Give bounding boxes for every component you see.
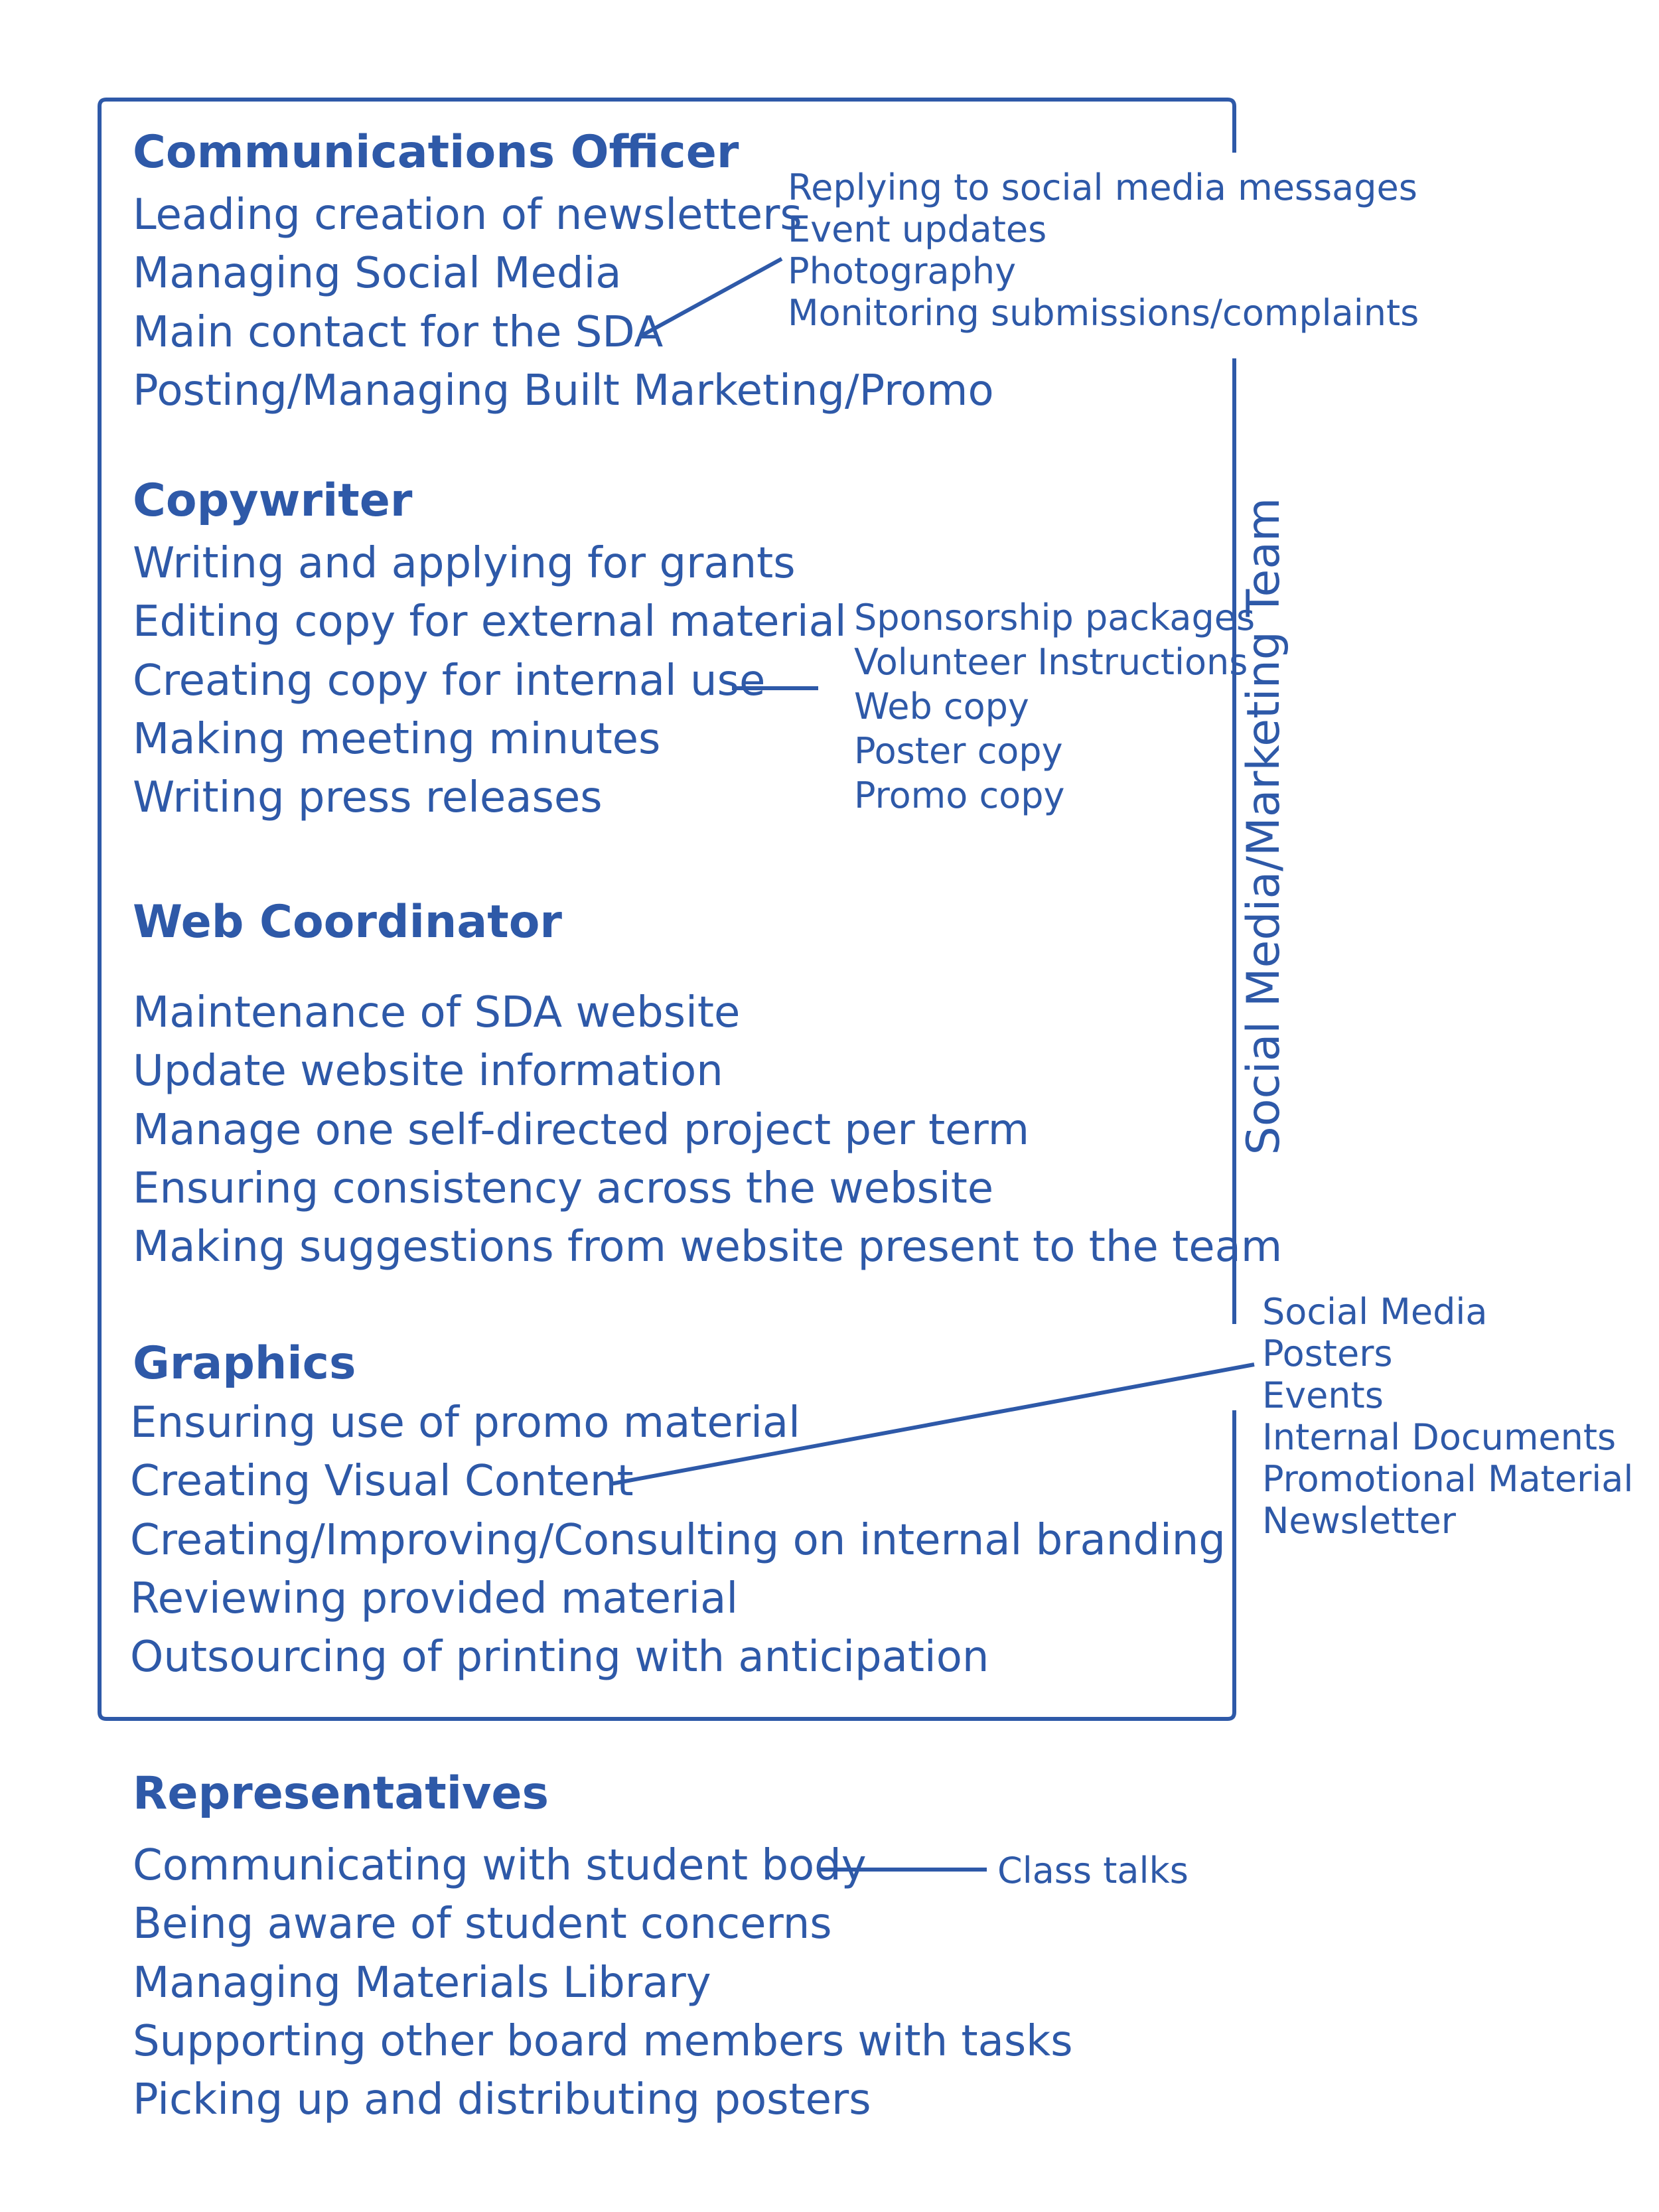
note-item: Monitoring submissions/complaints xyxy=(788,292,1419,334)
role-item: Creating copy for internal use xyxy=(133,656,766,705)
note-item: Promo copy xyxy=(854,774,1065,816)
role-item: Writing press releases xyxy=(133,773,603,822)
note-item: Newsletter xyxy=(1262,1500,1456,1542)
role-item: Making suggestions from website present to the team xyxy=(133,1222,1283,1272)
role-item: Managing Social Media xyxy=(133,249,622,298)
team-label: Social Media/Marketing Team xyxy=(1238,497,1290,1155)
note-item: Class talks xyxy=(997,1850,1189,1891)
role-item: Maintenance of SDA website xyxy=(133,988,741,1037)
note-item: Event updates xyxy=(788,208,1047,250)
role-heading-graphics: Graphics xyxy=(133,1337,356,1390)
role-item: Main contact for the SDA xyxy=(133,308,664,357)
role-item: Communicating with student body xyxy=(133,1841,867,1890)
role-heading-communications-officer: Communications Officer xyxy=(133,126,739,179)
role-heading-representatives: Representatives xyxy=(133,1767,549,1820)
note-item: Volunteer Instructions xyxy=(854,641,1248,683)
role-item: Making meeting minutes xyxy=(133,715,661,764)
connector-social-media xyxy=(642,259,782,335)
note-item: Poster copy xyxy=(854,730,1063,772)
role-item: Ensuring use of promo material xyxy=(130,1398,800,1447)
role-item: Managing Materials Library xyxy=(133,1958,711,2008)
role-item: Creating/Improving/Consulting on internal branding xyxy=(130,1516,1226,1565)
note-item: Internal Documents xyxy=(1262,1416,1617,1458)
role-item: Being aware of student concerns xyxy=(133,1899,832,1949)
note-item: Sponsorship packages xyxy=(854,597,1256,638)
role-item: Update website information xyxy=(133,1047,723,1096)
note-item: Replying to social media messages xyxy=(788,167,1417,208)
role-item: Ensuring consistency across the website xyxy=(133,1164,994,1213)
note-item: Posters xyxy=(1262,1333,1393,1374)
role-item: Picking up and distributing posters xyxy=(133,2075,871,2124)
role-item: Creating Visual Content xyxy=(130,1457,634,1506)
role-item: Manage one self-directed project per term xyxy=(133,1106,1030,1155)
role-heading-web-coordinator: Web Coordinator xyxy=(133,896,562,948)
role-item: Leading creation of newsletters xyxy=(133,190,802,240)
role-item: Writing and applying for grants xyxy=(133,539,796,588)
role-item: Supporting other board members with tasks xyxy=(133,2017,1073,2066)
note-item: Social Media xyxy=(1262,1291,1488,1333)
role-item: Outsourcing of printing with anticipation xyxy=(130,1633,989,1682)
note-item: Promotional Material xyxy=(1262,1458,1634,1500)
note-item: Web copy xyxy=(854,686,1029,727)
role-item: Editing copy for external material xyxy=(133,597,847,646)
role-item: Posting/Managing Built Marketing/Promo xyxy=(133,366,994,415)
note-item: Events xyxy=(1262,1374,1384,1416)
role-item: Reviewing provided material xyxy=(130,1574,739,1623)
role-heading-copywriter: Copywriter xyxy=(133,475,413,527)
note-item: Photography xyxy=(788,250,1017,292)
